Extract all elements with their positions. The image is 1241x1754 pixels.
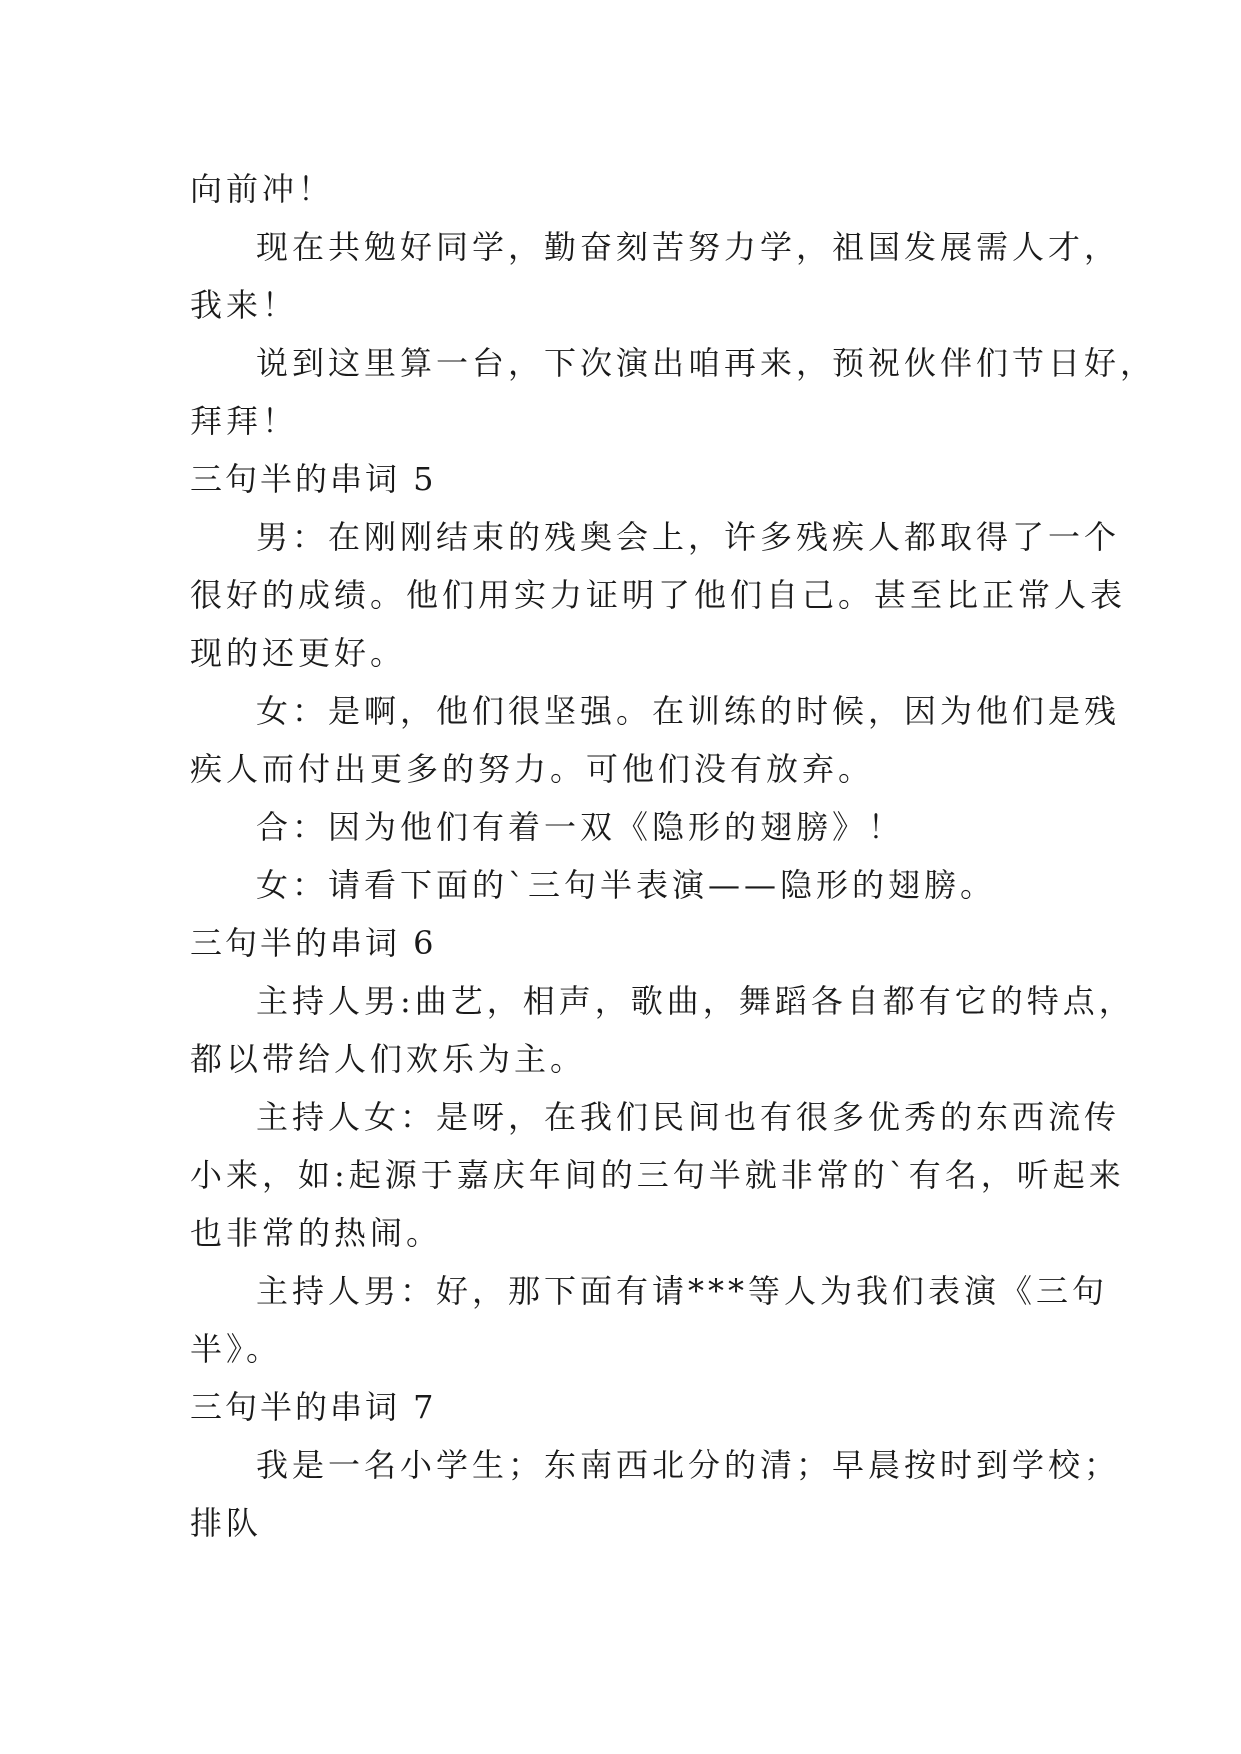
paragraph-line: 主持人男：好，那下面有请***等人为我们表演《三句 — [256, 1272, 1109, 1310]
paragraph-line: 现在共勉好同学，勤奋刻苦努力学，祖国发展需人才， — [256, 228, 1121, 266]
section-heading: 三句半的串词 7 — [190, 1388, 437, 1426]
document-body — [190, 160, 1157, 1552]
section-heading: 三句半的串词 6 — [190, 924, 437, 962]
text-line: 我来！ — [190, 286, 299, 324]
text-line: 疾人而付出更多的努力。可他们没有放弃。 — [190, 750, 875, 788]
text-line: 都以带给人们欢乐为主。 — [190, 1040, 587, 1078]
text-line: 排队 — [190, 1504, 263, 1542]
text-line: 也非常的热闹。 — [190, 1214, 443, 1252]
paragraph-line: 主持人女：是呀，在我们民间也有很多优秀的东西流传 — [256, 1098, 1121, 1136]
paragraph-line: 主持人男:曲艺，相声，歌曲，舞蹈各自都有它的特点， — [256, 982, 1135, 1020]
paragraph-line: 女：请看下面的`三句半表演——隐形的翅膀。 — [256, 866, 997, 904]
text-line: 拜拜！ — [190, 402, 299, 440]
text-line: 现的还更好。 — [190, 634, 407, 672]
text-line: 小来，如:起源于嘉庆年间的三句半就非常的`有名，听起来 — [190, 1156, 1125, 1194]
paragraph-line: 合：因为他们有着一双《隐形的翅膀》！ — [256, 808, 905, 846]
paragraph-line: 说到这里算一台，下次演出咱再来，预祝伙伴们节日好， — [256, 344, 1157, 382]
paragraph-line: 女：是啊，他们很坚强。在训练的时候，因为他们是残 — [256, 692, 1121, 730]
paragraph-line: 男：在刚刚结束的残奥会上，许多残疾人都取得了一个 — [256, 518, 1121, 556]
section-heading: 三句半的串词 5 — [190, 460, 437, 498]
text-line: 向前冲！ — [190, 170, 335, 208]
text-line: 半》。 — [190, 1330, 283, 1368]
text-line: 很好的成绩。他们用实力证明了他们自己。甚至比正常人表 — [190, 576, 1127, 614]
paragraph-line: 我是一名小学生；东南西北分的清；早晨按时到学校； — [256, 1446, 1121, 1484]
